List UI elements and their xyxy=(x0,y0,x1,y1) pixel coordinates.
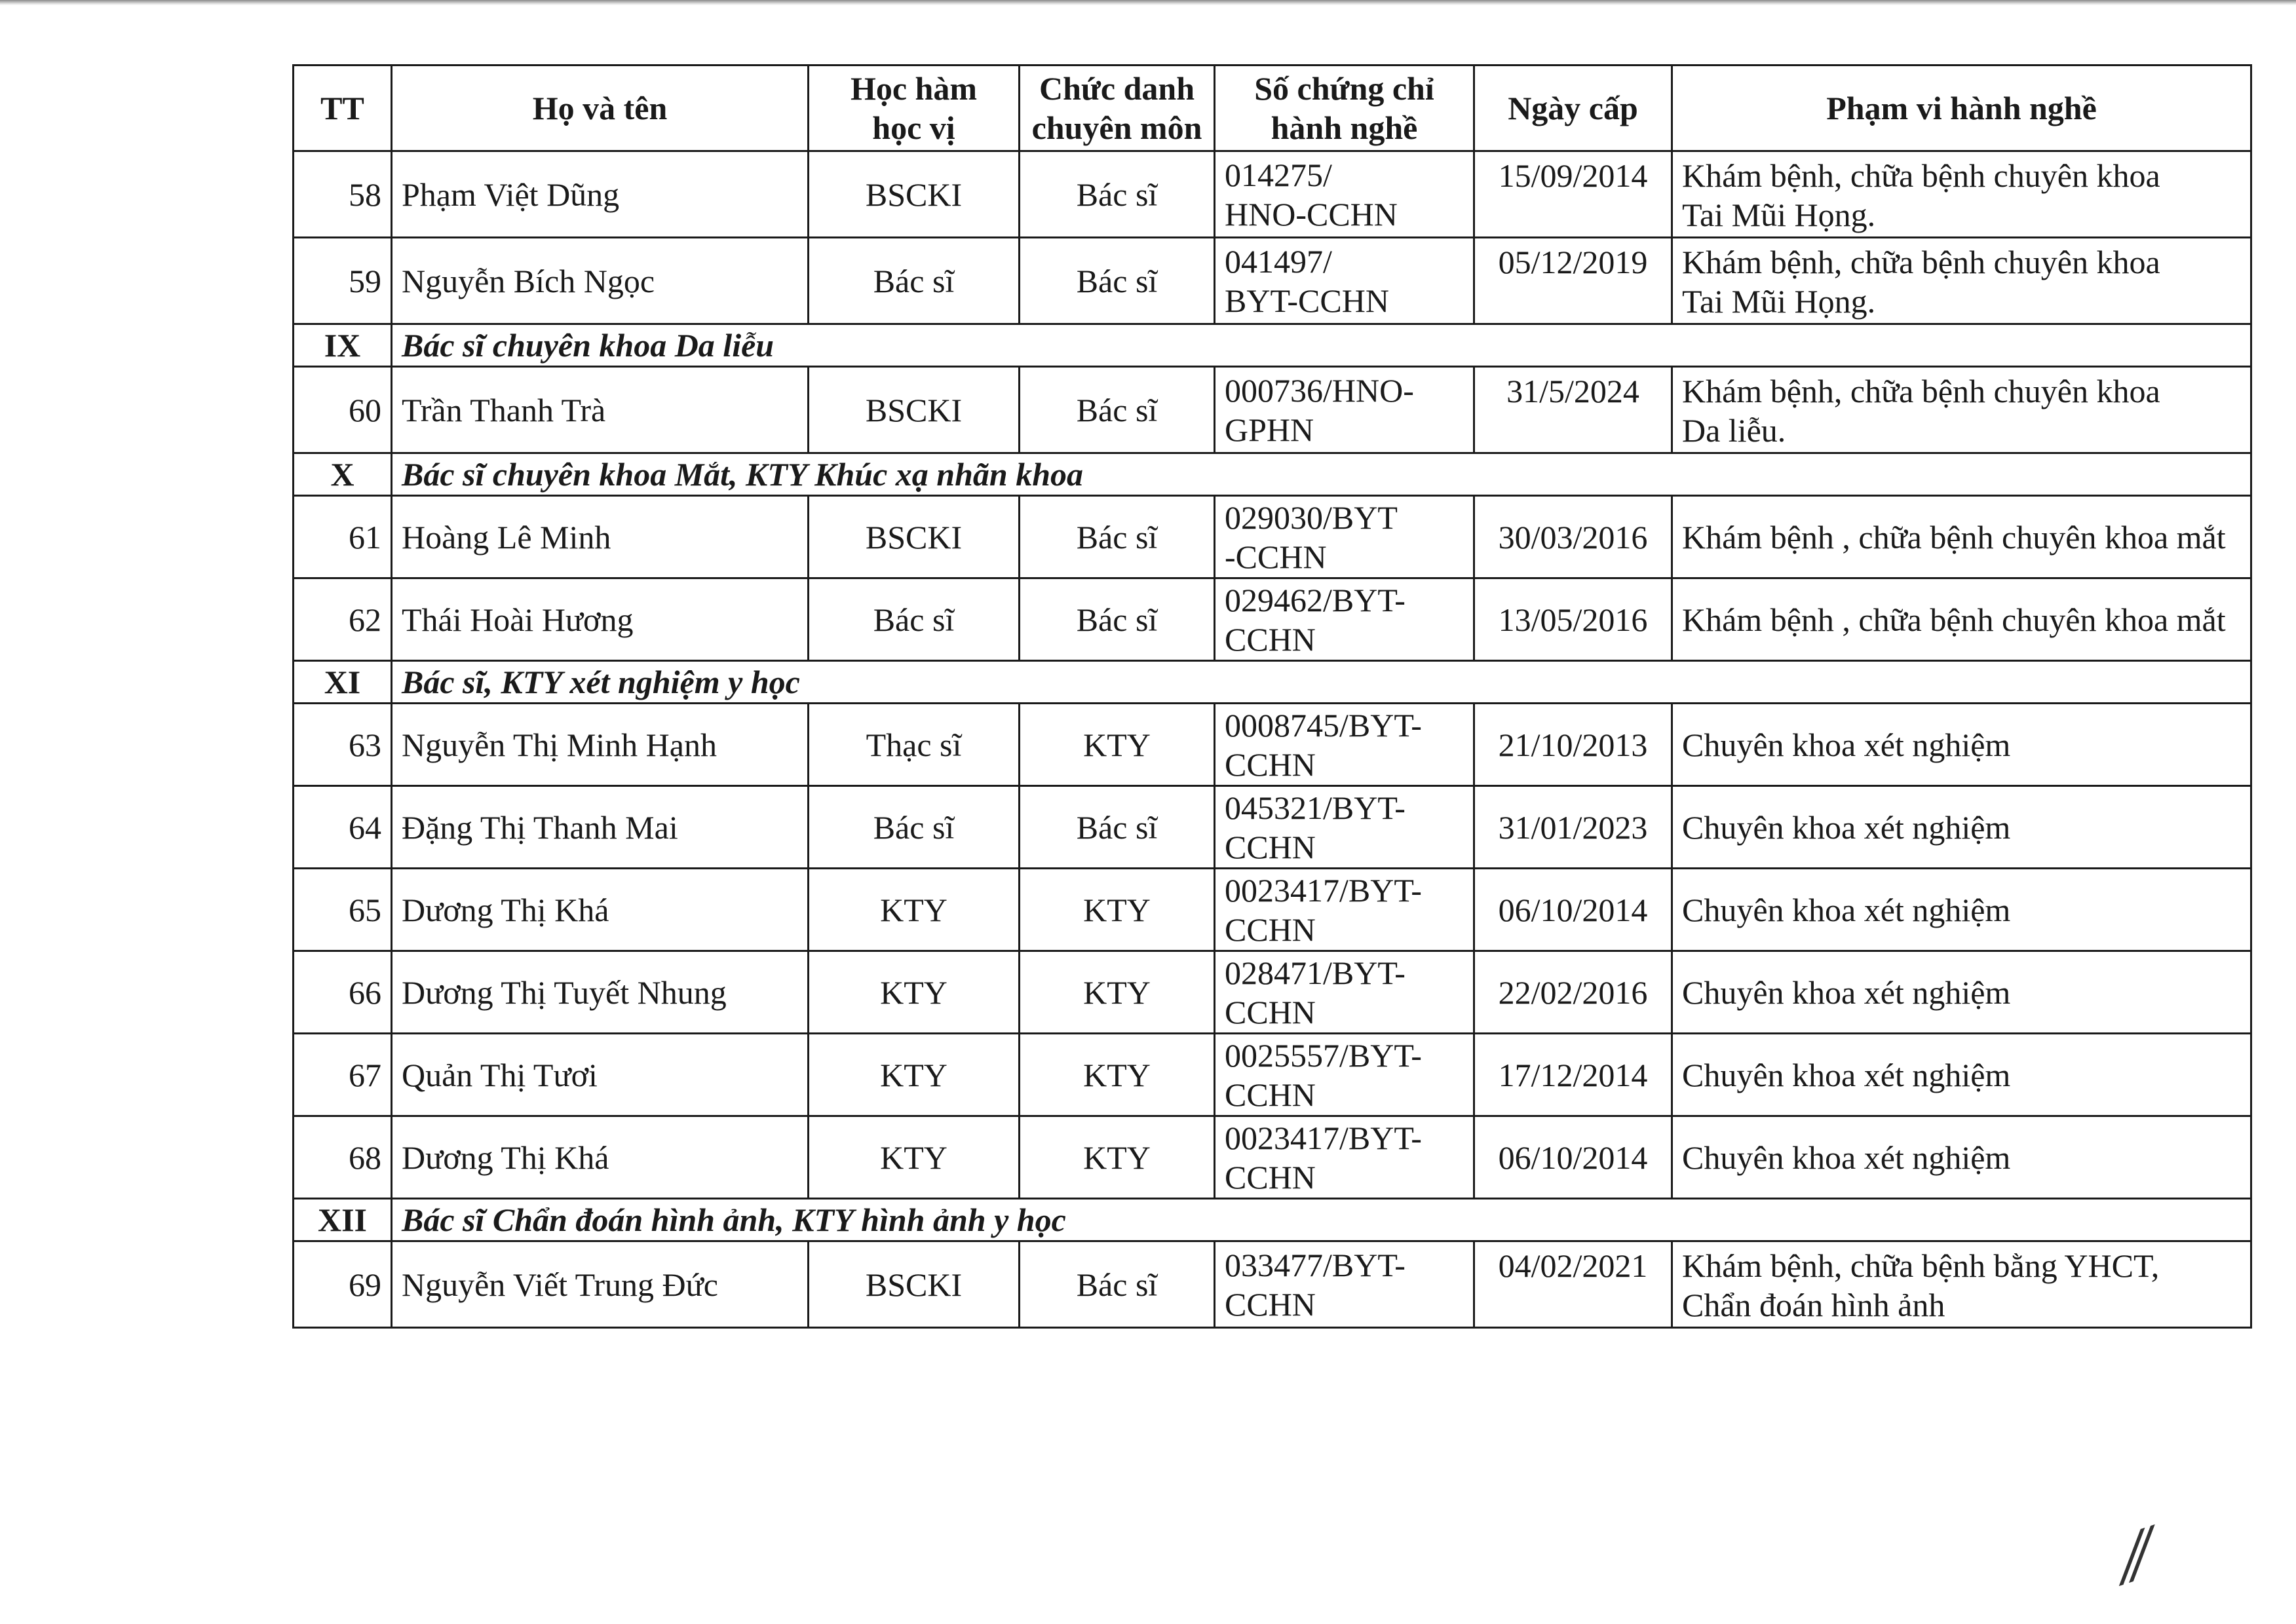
header-cert-line2: hành nghề xyxy=(1271,109,1418,146)
cell-cert xyxy=(1215,496,1474,578)
cell-tt: 64 xyxy=(294,786,392,869)
cell-scope xyxy=(1672,1116,2251,1199)
header-date: Ngày cấp xyxy=(1474,66,1672,151)
scope-line1: Khám bệnh, chữa bệnh bằng YHCT, xyxy=(1682,1247,2160,1284)
header-cert-line1: Số chứng chỉ xyxy=(1254,70,1434,107)
section-number: IX xyxy=(294,324,392,367)
cell-cert xyxy=(1215,951,1474,1034)
cell-scope xyxy=(1672,869,2251,951)
cert-line2: CCHN xyxy=(1225,1158,1316,1196)
cell-cert xyxy=(1215,1034,1474,1116)
cell-name: Dương Thị Khá xyxy=(392,869,809,951)
section-row xyxy=(294,661,2251,704)
handwritten-initial-mark: ⁄⁄ xyxy=(2116,1518,2159,1595)
cell-degree: BSCKI xyxy=(809,151,1020,238)
cert-line1: 045321/BYT- xyxy=(1225,789,1406,826)
scope-line2: Da liễu. xyxy=(1682,412,1786,449)
cell-tt: 65 xyxy=(294,869,392,951)
cell-tt: 67 xyxy=(294,1034,392,1116)
cell-cert xyxy=(1215,238,1474,324)
cell-date: 15/09/2014 xyxy=(1474,151,1672,238)
scope-line1: Khám bệnh, chữa bệnh chuyên khoa xyxy=(1682,373,2160,409)
cell-tt: 58 xyxy=(294,151,392,238)
scope-line1: Khám bệnh , chữa bệnh chuyên khoa mắt xyxy=(1682,518,2226,556)
scope-line1: Chuyên khoa xét nghiệm xyxy=(1682,1139,2011,1176)
section-number: XII xyxy=(294,1199,392,1241)
cell-name: Dương Thị Tuyết Nhung xyxy=(392,951,809,1034)
cert-line2: BYT-CCHN xyxy=(1225,282,1389,319)
cell-name: Nguyễn Viết Trung Đức xyxy=(392,1241,809,1328)
cell-scope xyxy=(1672,496,2251,578)
cert-line2: CCHN xyxy=(1225,1285,1316,1323)
cell-name: Hoàng Lê Minh xyxy=(392,496,809,578)
cell-date: 22/02/2016 xyxy=(1474,951,1672,1034)
cell-cert xyxy=(1215,578,1474,661)
cell-tt: 61 xyxy=(294,496,392,578)
cell-scope xyxy=(1672,704,2251,786)
cell-tt: 66 xyxy=(294,951,392,1034)
cell-degree: Bác sĩ xyxy=(809,578,1020,661)
cert-line1: 029030/BYT xyxy=(1225,499,1398,536)
cell-scope xyxy=(1672,1034,2251,1116)
cert-line2: CCHN xyxy=(1225,746,1316,783)
cell-date: 30/03/2016 xyxy=(1474,496,1672,578)
cell-scope xyxy=(1672,786,2251,869)
cell-title: Bác sĩ xyxy=(1020,496,1215,578)
cell-tt: 63 xyxy=(294,704,392,786)
scope-line1: Chuyên khoa xét nghiệm xyxy=(1682,891,2011,928)
cell-date: 17/12/2014 xyxy=(1474,1034,1672,1116)
cell-degree: BSCKI xyxy=(809,367,1020,453)
scope-line1: Khám bệnh, chữa bệnh chuyên khoa xyxy=(1682,157,2160,194)
table-row xyxy=(294,578,2251,661)
cell-scope xyxy=(1672,1241,2251,1328)
table-row xyxy=(294,786,2251,869)
scope-line1: Khám bệnh , chữa bệnh chuyên khoa mắt xyxy=(1682,601,2226,638)
cert-line1: 041497/ xyxy=(1225,242,1332,280)
scope-line2: Tai Mũi Họng. xyxy=(1682,283,1876,320)
table-row xyxy=(294,496,2251,578)
cell-date: 06/10/2014 xyxy=(1474,869,1672,951)
cell-degree: KTY xyxy=(809,951,1020,1034)
table-row xyxy=(294,869,2251,951)
table-row xyxy=(294,238,2251,324)
cell-cert xyxy=(1215,869,1474,951)
cell-degree: Bác sĩ xyxy=(809,238,1020,324)
cert-line1: 033477/BYT- xyxy=(1225,1246,1406,1283)
cert-line2: -CCHN xyxy=(1225,538,1327,575)
cell-title: Bác sĩ xyxy=(1020,367,1215,453)
cert-line2: CCHN xyxy=(1225,911,1316,948)
cell-title: KTY xyxy=(1020,704,1215,786)
header-scope: Phạm vi hành nghề xyxy=(1672,66,2251,151)
cert-line1: 014275/ xyxy=(1225,156,1332,193)
cell-degree: Bác sĩ xyxy=(809,786,1020,869)
cell-degree: KTY xyxy=(809,1116,1020,1199)
section-number: XI xyxy=(294,661,392,704)
cert-line1: 000736/HNO- xyxy=(1225,371,1414,409)
scope-line2: Tai Mũi Họng. xyxy=(1682,197,1876,233)
cell-title: Bác sĩ xyxy=(1020,151,1215,238)
cert-line1: 0023417/BYT- xyxy=(1225,1119,1422,1156)
cell-scope xyxy=(1672,367,2251,453)
section-title: Bác sĩ, KTY xét nghiệm y học xyxy=(392,661,2251,704)
cert-line2: GPHN xyxy=(1225,411,1314,448)
cell-tt: 69 xyxy=(294,1241,392,1328)
header-tt: TT xyxy=(294,66,392,151)
table-row xyxy=(294,367,2251,453)
section-title: Bác sĩ chuyên khoa Mắt, KTY Khúc xạ nhãn khoa xyxy=(392,453,2251,496)
table-row xyxy=(294,151,2251,238)
practitioner-table xyxy=(292,64,2252,1329)
cell-tt: 68 xyxy=(294,1116,392,1199)
header-title-line2: chuyên môn xyxy=(1031,109,1202,146)
table-row xyxy=(294,1034,2251,1116)
cell-cert xyxy=(1215,1116,1474,1199)
cell-scope xyxy=(1672,238,2251,324)
header-degree-line1: Học hàm xyxy=(850,70,978,107)
table-row xyxy=(294,951,2251,1034)
scope-line1: Chuyên khoa xét nghiệm xyxy=(1682,1056,2011,1093)
scope-line1: Chuyên khoa xét nghiệm xyxy=(1682,973,2011,1011)
table-row xyxy=(294,1116,2251,1199)
section-row xyxy=(294,1199,2251,1241)
scope-line1: Chuyên khoa xét nghiệm xyxy=(1682,726,2011,763)
cell-title: Bác sĩ xyxy=(1020,578,1215,661)
cert-line2: CCHN xyxy=(1225,1076,1316,1113)
section-number: X xyxy=(294,453,392,496)
header-title-line1: Chức danh xyxy=(1039,70,1195,107)
cell-title: Bác sĩ xyxy=(1020,1241,1215,1328)
section-title: Bác sĩ Chẩn đoán hình ảnh, KTY hình ảnh y học xyxy=(392,1199,2251,1241)
cell-degree: BSCKI xyxy=(809,1241,1020,1328)
section-row xyxy=(294,453,2251,496)
cell-degree: KTY xyxy=(809,1034,1020,1116)
cell-scope xyxy=(1672,951,2251,1034)
cell-name: Nguyễn Bích Ngọc xyxy=(392,238,809,324)
cert-line2: CCHN xyxy=(1225,620,1316,658)
cell-cert xyxy=(1215,367,1474,453)
cell-degree: BSCKI xyxy=(809,496,1020,578)
cell-date: 06/10/2014 xyxy=(1474,1116,1672,1199)
cell-tt: 62 xyxy=(294,578,392,661)
section-row xyxy=(294,324,2251,367)
cell-date: 21/10/2013 xyxy=(1474,704,1672,786)
cell-tt: 60 xyxy=(294,367,392,453)
cell-date: 05/12/2019 xyxy=(1474,238,1672,324)
cell-title: KTY xyxy=(1020,1034,1215,1116)
cell-title: Bác sĩ xyxy=(1020,786,1215,869)
header-degree-line2: học vị xyxy=(872,109,955,146)
cell-scope xyxy=(1672,578,2251,661)
scan-edge xyxy=(0,0,2296,5)
cell-degree: KTY xyxy=(809,869,1020,951)
cell-title: KTY xyxy=(1020,951,1215,1034)
cell-degree: Thạc sĩ xyxy=(809,704,1020,786)
header-name: Họ và tên xyxy=(392,66,809,151)
cell-tt: 59 xyxy=(294,238,392,324)
cell-title: Bác sĩ xyxy=(1020,238,1215,324)
cell-cert xyxy=(1215,704,1474,786)
cell-name: Thái Hoài Hương xyxy=(392,578,809,661)
cell-date: 31/5/2024 xyxy=(1474,367,1672,453)
cert-line1: 0025557/BYT- xyxy=(1225,1036,1422,1074)
cell-title: KTY xyxy=(1020,1116,1215,1199)
cert-line1: 029462/BYT- xyxy=(1225,581,1406,618)
cell-date: 31/01/2023 xyxy=(1474,786,1672,869)
header-title xyxy=(1020,66,1215,151)
cell-date: 13/05/2016 xyxy=(1474,578,1672,661)
cell-name: Phạm Việt Dũng xyxy=(392,151,809,238)
cell-title: KTY xyxy=(1020,869,1215,951)
cell-date: 04/02/2021 xyxy=(1474,1241,1672,1328)
header-degree xyxy=(809,66,1020,151)
cell-cert xyxy=(1215,151,1474,238)
cell-scope xyxy=(1672,151,2251,238)
cell-name: Quản Thị Tươi xyxy=(392,1034,809,1116)
cert-line2: CCHN xyxy=(1225,993,1316,1030)
cert-line2: HNO-CCHN xyxy=(1225,195,1398,233)
cert-line1: 0023417/BYT- xyxy=(1225,871,1422,909)
cert-line2: CCHN xyxy=(1225,828,1316,865)
cell-name: Nguyễn Thị Minh Hạnh xyxy=(392,704,809,786)
cell-name: Dương Thị Khá xyxy=(392,1116,809,1199)
cert-line1: 028471/BYT- xyxy=(1225,954,1406,991)
cell-name: Đặng Thị Thanh Mai xyxy=(392,786,809,869)
scope-line1: Chuyên khoa xét nghiệm xyxy=(1682,808,2011,846)
cell-cert xyxy=(1215,1241,1474,1328)
header-cert xyxy=(1215,66,1474,151)
cell-name: Trần Thanh Trà xyxy=(392,367,809,453)
section-title: Bác sĩ chuyên khoa Da liễu xyxy=(392,324,2251,367)
scope-line2: Chẩn đoán hình ảnh xyxy=(1682,1287,1945,1323)
table-row xyxy=(294,1241,2251,1328)
table-body xyxy=(294,151,2251,1328)
scope-line1: Khám bệnh, chữa bệnh chuyên khoa xyxy=(1682,244,2160,280)
cert-line1: 0008745/BYT- xyxy=(1225,706,1422,744)
cell-cert xyxy=(1215,786,1474,869)
header-row xyxy=(294,66,2251,151)
table-row xyxy=(294,704,2251,786)
